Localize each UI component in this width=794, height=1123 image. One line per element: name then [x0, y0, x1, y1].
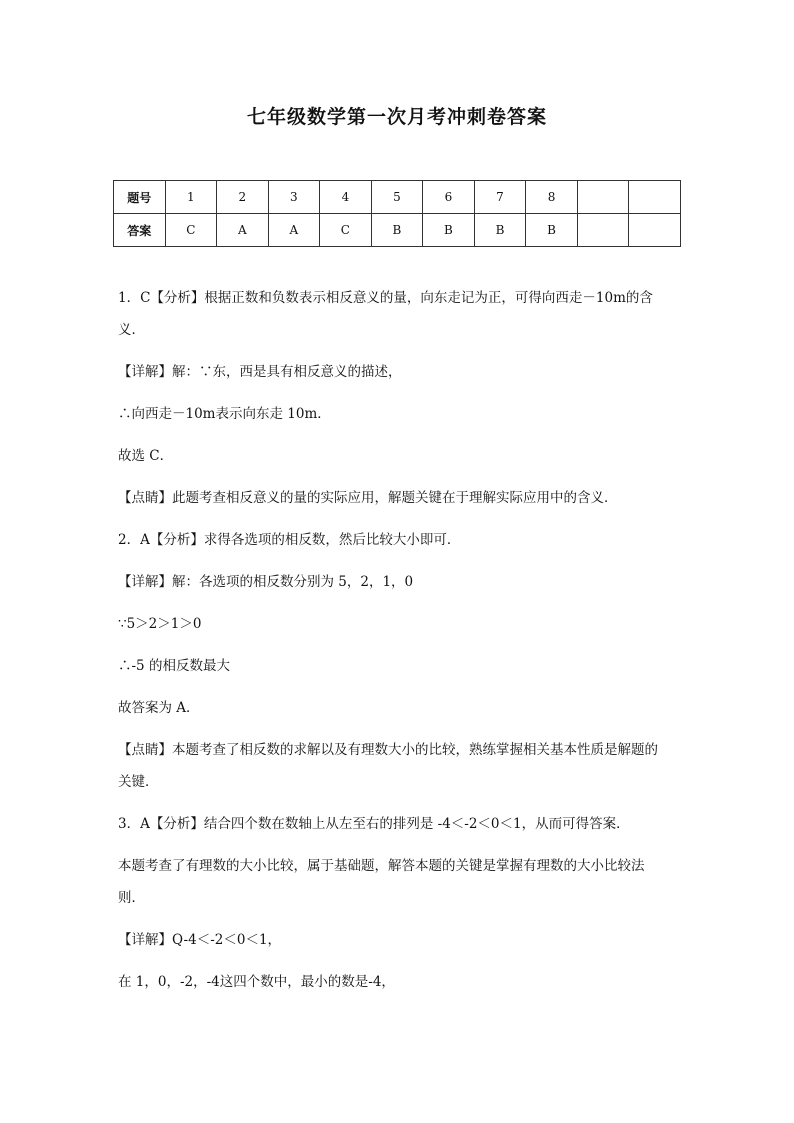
table-cell [629, 214, 681, 247]
answer-line: 2．A【分析】求得各选项的相反数，然后比较大小即可． [118, 532, 461, 548]
table-cell: B [474, 214, 526, 247]
answer-line: 本题考查了有理数的大小比较，属于基础题，解答本题的关键是掌握有理数的大小比较法 [118, 858, 645, 874]
table-cell: 2 [217, 181, 269, 214]
answer-line: 3．A【分析】结合四个数在数轴上从左至右的排列是 -4＜-2＜0＜1，从而可得答案． [118, 816, 630, 832]
table-row [114, 214, 681, 247]
answer-line: 【详解】解：各选项的相反数分别为 5，2，1，0 [118, 574, 414, 590]
table-cell [577, 214, 629, 247]
table-cell: 1 [165, 181, 217, 214]
table-cell: 6 [423, 181, 475, 214]
answer-line: 则． [118, 890, 145, 906]
answer-line: ∴-5 的相反数最大 [118, 658, 230, 674]
table-cell [629, 181, 681, 214]
table-header-cell: 题号 [114, 181, 166, 214]
table-cell: 8 [526, 181, 578, 214]
answer-line: 【点睛】此题考查相反意义的量的实际应用，解题关键在于理解实际应用中的含义． [118, 490, 618, 506]
table-cell: 7 [474, 181, 526, 214]
table-cell: C [320, 214, 372, 247]
answer-line: 【点睛】本题考查了相反数的求解以及有理数大小的比较，熟练掌握相关基本性质是解题的 [118, 742, 658, 758]
document-title: 七年级数学第一次月考冲刺卷答案 [246, 106, 547, 128]
table-cell: B [423, 214, 475, 247]
table-cell: B [371, 214, 423, 247]
table-cell: A [217, 214, 269, 247]
answer-line: ∵5＞2＞1＞0 [118, 616, 202, 632]
table-cell: 5 [371, 181, 423, 214]
table-header-cell: 答案 [114, 214, 166, 247]
answer-line: 1．C【分析】根据正数和负数表示相反意义的量，向东走记为正，可得向西走－10m的含 [118, 290, 653, 306]
answer-line: ∴向西走－10m表示向东走 10m． [118, 406, 331, 422]
table-cell: 3 [268, 181, 320, 214]
table-cell: A [268, 214, 320, 247]
answer-line: 【详解】解：∵东，西是具有相反意义的描述， [118, 364, 402, 380]
answer-table [113, 180, 681, 247]
answer-line: 关键． [118, 774, 159, 790]
table-cell [577, 181, 629, 214]
answer-line: 故选 C． [118, 448, 174, 464]
table-cell: 4 [320, 181, 372, 214]
answer-line: 义． [118, 322, 145, 338]
answer-line: 故答案为 A． [118, 700, 200, 716]
table-cell: B [526, 214, 578, 247]
table-cell: C [165, 214, 217, 247]
table-row [114, 181, 681, 214]
answer-line: 【详解】Q-4＜-2＜0＜1， [118, 932, 282, 948]
answer-line: 在 1，0，-2，-4这四个数中，最小的数是-4， [118, 974, 395, 990]
